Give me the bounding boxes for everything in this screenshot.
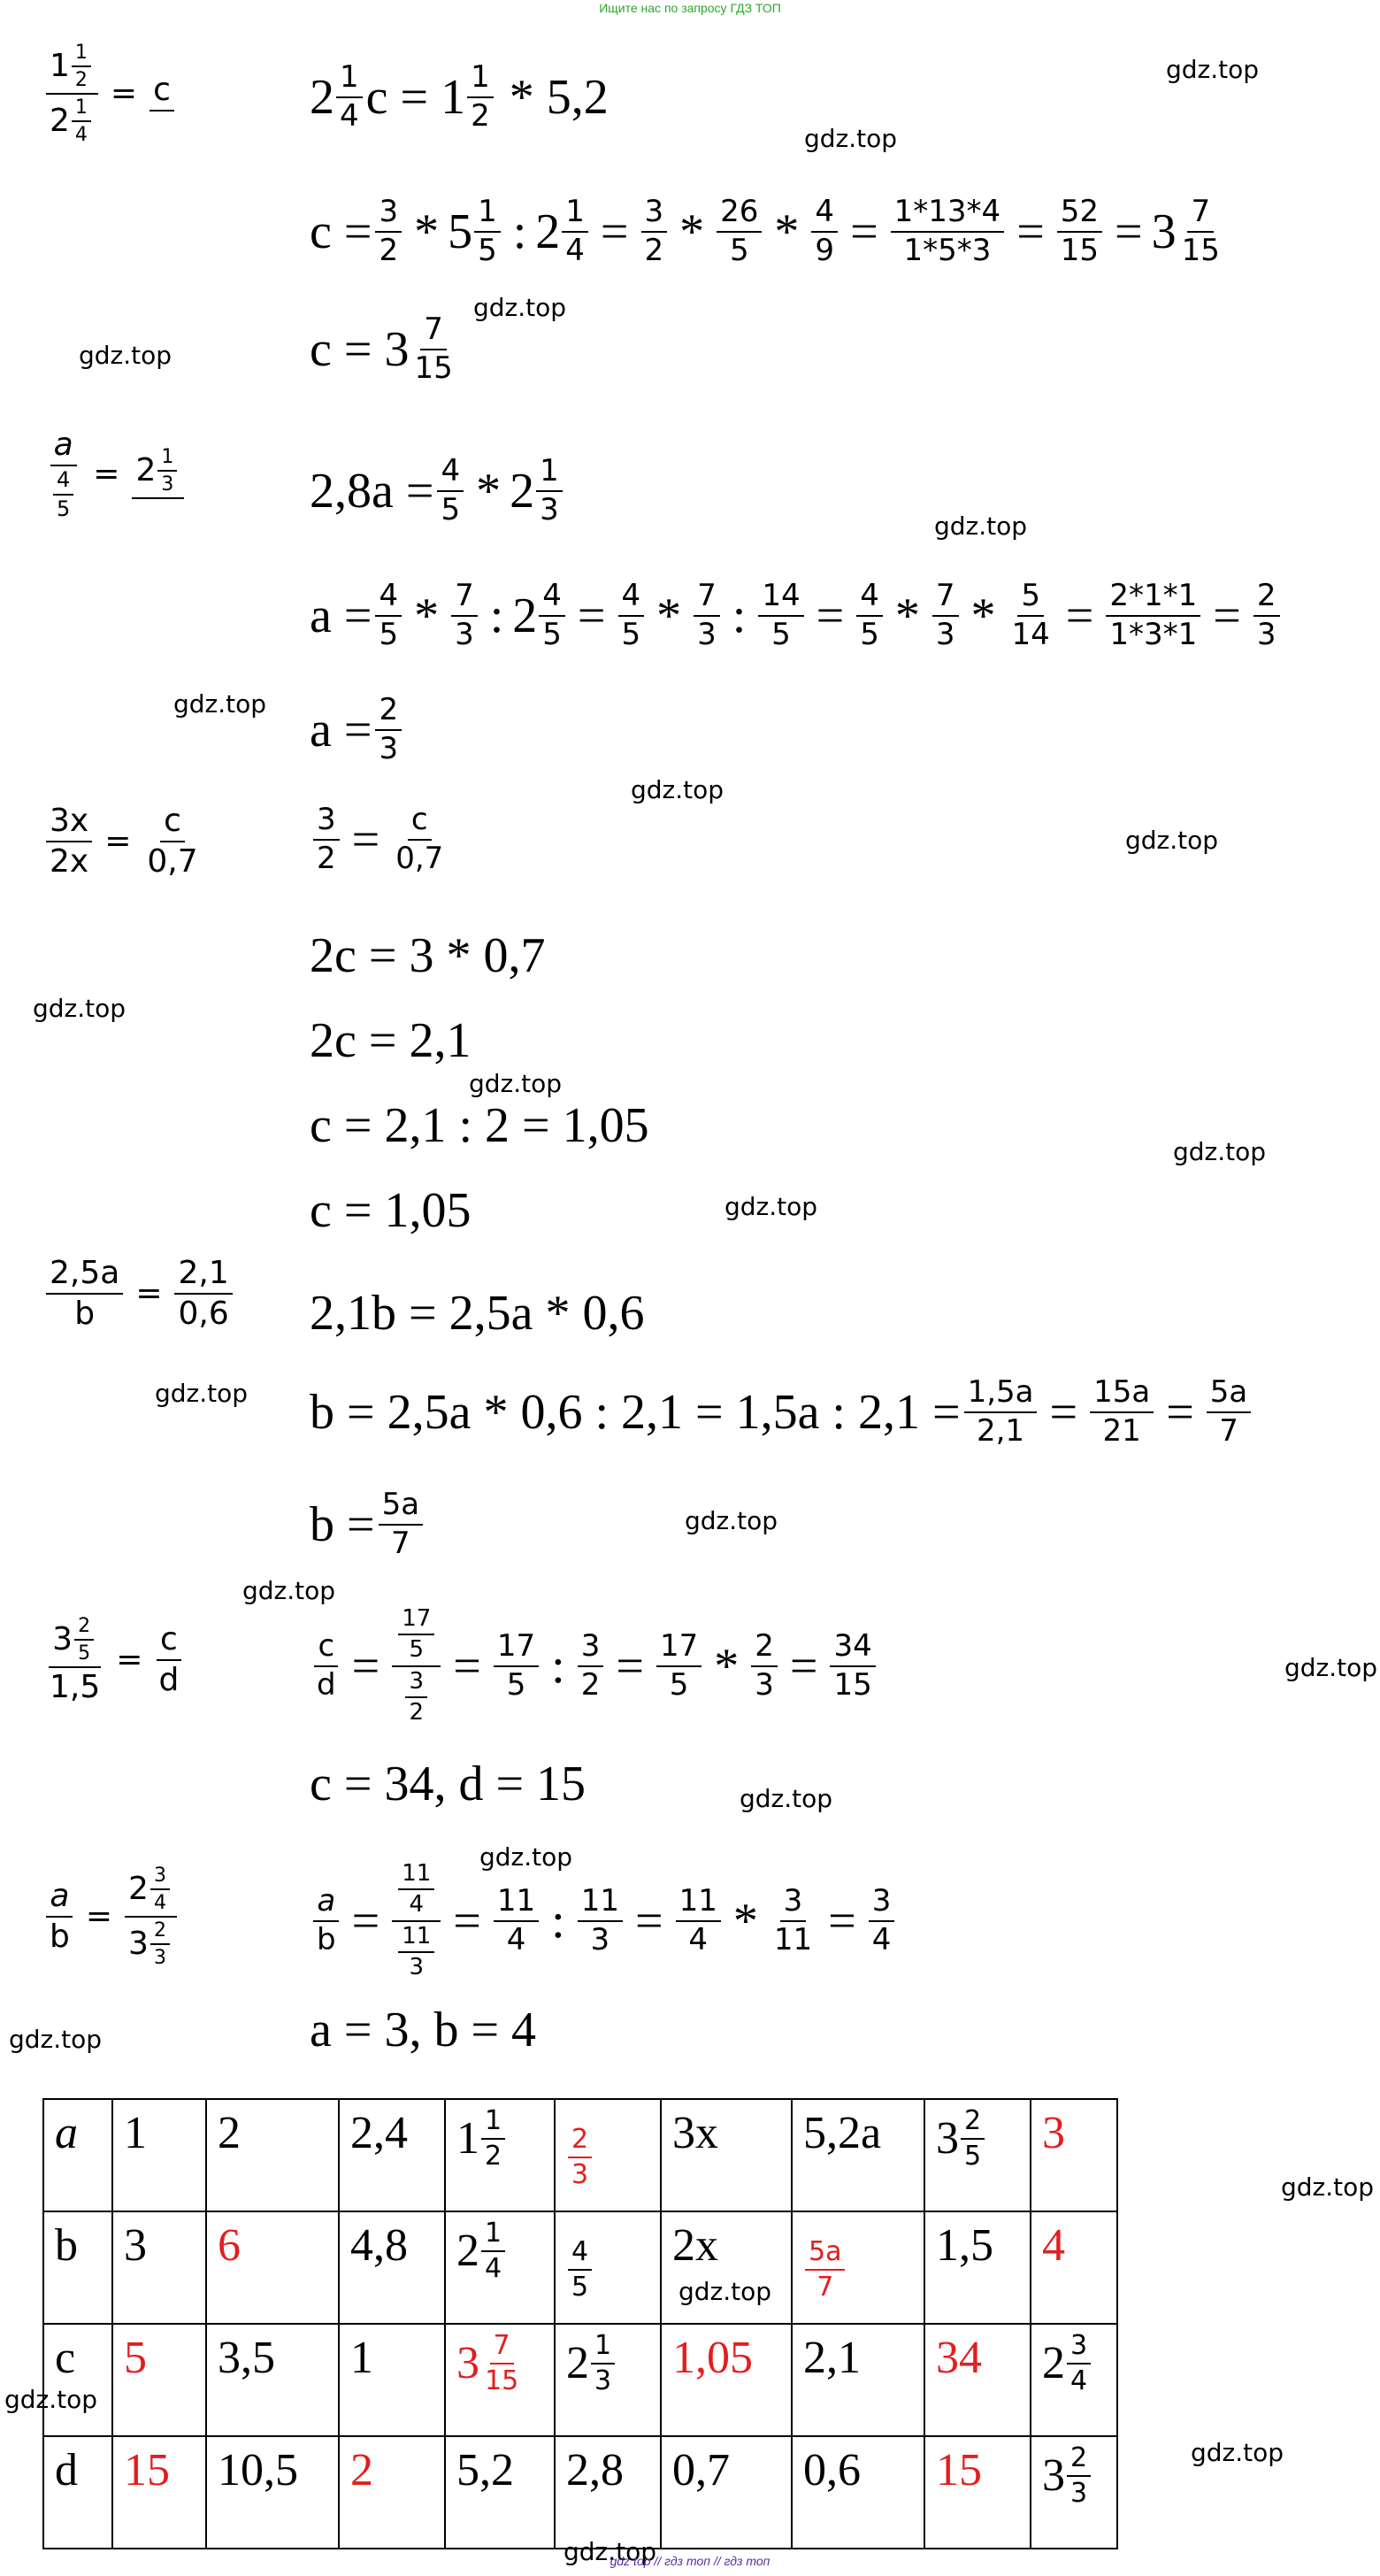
proportion-3: $\frac{3x}{2x}$ = $\frac{c}{0,7}$ [42, 804, 205, 879]
row-label: d [43, 2436, 112, 2549]
watermark: gdz.top [479, 1842, 573, 1872]
table-cell [339, 2436, 445, 2549]
cell-value: 2 1 4 [456, 2226, 509, 2276]
cell-value: 2,4 [350, 2108, 408, 2158]
table-cell [445, 2099, 555, 2211]
watermark: gdz.top [804, 124, 898, 153]
p2-line-3: a = $\frac{2}{3}$ [310, 695, 405, 765]
p4-line-1: 2,1b = 2,5a * 0,6 [310, 1286, 645, 1341]
watermark: gdz.top [934, 511, 1028, 541]
watermark: gdz.top [1191, 2438, 1284, 2467]
watermark: gdz.top [740, 1784, 833, 1813]
watermark: gdz.top [631, 775, 724, 804]
p3-line-3: 2c = 2,1 [310, 1013, 472, 1068]
watermark: gdz.top [79, 341, 172, 370]
p5-line-2: c = 34, d = 15 [310, 1757, 586, 1811]
cell-value: 5 [124, 2333, 147, 2383]
table-cell [206, 2436, 339, 2549]
cell-value: 2 3 [566, 2108, 595, 2158]
table-cell [445, 2211, 555, 2324]
table-cell [555, 2324, 661, 2436]
header-banner: Ищите нас по запросу ГДЗ ТОП [599, 1, 781, 15]
table-cell [1031, 2099, 1117, 2211]
watermark: gdz.top [1284, 1653, 1378, 1682]
p3-line-4: c = 2,1 : 2 = 1,05 [310, 1098, 649, 1153]
footer-banner: gdz top // гдз топ // гдз топ [610, 2554, 770, 2568]
table-cell [112, 2324, 206, 2436]
watermark: gdz.top [678, 2277, 772, 2306]
table-cell [924, 2099, 1031, 2211]
p1-line-2: c = $\frac{3}{2}$ * 5 1 5 : 2 1 4 = $\frac{3}{2}$ * 26 5 * $\frac{4}{9}$ = $\frac{1*13*4}{1*5*3}$ = $\frac{52}{15}$ = 3 7 15 [310, 194, 1220, 268]
cell-value: 3x [672, 2108, 718, 2158]
table-cell [792, 2324, 924, 2436]
p2-line-1: 2,8a = $\frac{4}{5}$ * 2 1 3 [310, 456, 566, 526]
row-label: a [43, 2099, 112, 2211]
table-row [43, 2436, 1117, 2549]
table-cell [112, 2211, 206, 2324]
cell-value: 34 [936, 2333, 982, 2383]
p6-line-2: a = 3, b = 4 [310, 2003, 537, 2057]
table-cell [206, 2324, 339, 2436]
table-cell [661, 2211, 792, 2324]
cell-value: 4 5 [566, 2220, 595, 2271]
table-cell [924, 2324, 1031, 2436]
table-cell [555, 2099, 661, 2211]
p1-line-1: 2 1 4 c = 1 1 2 * 5,2 [310, 59, 609, 134]
cell-value: 15 [936, 2445, 982, 2495]
watermark: gdz.top [1125, 826, 1219, 855]
table-cell [555, 2211, 661, 2324]
cell-value: 3 2 5 [936, 2113, 988, 2164]
watermark: gdz.top [33, 994, 126, 1023]
table-cell [555, 2436, 661, 2549]
watermark: gdz.top [469, 1069, 563, 1098]
table-row [43, 2324, 1117, 2436]
cell-value: 3 [1042, 2108, 1065, 2158]
watermark: gdz.top [4, 2385, 98, 2414]
p2-line-2: a = $\frac{4}{5}$ * 7 3 : 2 4 5 = $\frac{4}{5}$ * 7 3 : $\frac{14}{5}$ = $\frac{4}{5}$ * 7 3 * $\frac{5}{14}$ = $\frac{2*1*1}{1*3*1}$ = $\frac{2}{3}$ [310, 581, 1284, 650]
cell-value: 2 3 4 [1042, 2338, 1094, 2388]
table-cell [661, 2436, 792, 2549]
p5-line-1: $\frac{c}{d}$ = $\frac{\frac{17}{5}}{\frac{3}{2}}$ = $\frac{17}{5}$ : $\frac{3}{2}$ = $\frac{17}{5}$ * $\frac{2}{3}$ = $\frac{34}{15}$ [310, 1607, 879, 1725]
cell-value: 3 7 15 [456, 2330, 519, 2396]
cell-value: 3 [124, 2220, 147, 2271]
cell-value: 5a 7 [803, 2220, 848, 2271]
cell-value: 2,8 [566, 2445, 624, 2495]
table-cell [339, 2211, 445, 2324]
row-label: c [43, 2324, 112, 2436]
watermark: gdz.top [473, 293, 567, 322]
cell-value: 6 [218, 2220, 241, 2271]
values-table [42, 2098, 1118, 2549]
watermark: gdz.top [9, 2025, 103, 2054]
cell-value: 4 [1042, 2220, 1065, 2271]
watermark: gdz.top [685, 1506, 778, 1535]
table-cell [112, 2099, 206, 2211]
table-cell [1031, 2436, 1117, 2549]
proportion-4: $\frac{2,5a}{b}$ = $\frac{2,1}{0,6}$ [42, 1257, 236, 1331]
cell-value: 0,6 [803, 2445, 861, 2495]
cell-value: 1,5 [936, 2220, 993, 2271]
table-cell [1031, 2211, 1117, 2324]
p6-line-1: $\frac{a}{b}$ = $\frac{\frac{11}{4}}{\frac{11}{3}}$ = $\frac{11}{4}$ : $\frac{11}{3}$ = $\frac{11}{4}$ * $\frac{3}{11}$ = $\frac{3}{4}$ [310, 1862, 898, 1980]
table-cell [924, 2211, 1031, 2324]
row-label: b [43, 2211, 112, 2324]
cell-value: 1 1 2 [456, 2113, 509, 2164]
p3-line-2: 2c = 3 * 0,7 [310, 928, 546, 983]
p4-line-3: b = $\frac{5a}{7}$ [310, 1489, 426, 1559]
cell-value: 2x [672, 2220, 718, 2271]
cell-value: 3,5 [218, 2333, 275, 2383]
cell-value: 5,2 [456, 2445, 514, 2495]
watermark: gdz.top [173, 689, 267, 719]
p3-line-1: $\frac{3}{2}$ = $\frac{c}{0,7}$ [310, 804, 450, 874]
cell-value: 3 2 3 [1042, 2450, 1094, 2501]
cell-value: 1,05 [672, 2333, 753, 2383]
cell-value: 2 1 3 [566, 2338, 618, 2388]
cell-value: 1 [350, 2333, 373, 2383]
table-cell [445, 2324, 555, 2436]
cell-value: 15 [124, 2445, 170, 2495]
watermark: gdz.top [564, 2537, 657, 2566]
p4-line-2: b = 2,5a * 0,6 : 2,1 = 1,5a : 2,1 = $\frac{1,5a}{2,1}$ = $\frac{15a}{21}$ = $\frac{5a}{7}$ [310, 1377, 1254, 1447]
table-cell [339, 2099, 445, 2211]
table-cell [206, 2211, 339, 2324]
cell-value: 2 [218, 2108, 241, 2158]
cell-value: 5,2a [803, 2108, 882, 2158]
proportion-5: 3 2 5 1,5 = $\frac{c}{d}$ [42, 1616, 186, 1704]
table-row [43, 2211, 1117, 2324]
watermark: gdz.top [155, 1379, 249, 1408]
table-cell [792, 2436, 924, 2549]
watermark: gdz.top [724, 1192, 818, 1221]
p3-line-5: c = 1,05 [310, 1183, 472, 1238]
watermark: gdz.top [1166, 55, 1260, 84]
proportion-6: $\frac{a}{b}$ = 2 3 4 3 2 3 [42, 1865, 180, 1968]
table-cell [661, 2324, 792, 2436]
table-cell [339, 2324, 445, 2436]
proportion-2: $\frac{a}{\frac{4}{5}}$ = 2 1 3 [42, 428, 188, 520]
table-cell [924, 2436, 1031, 2549]
table-cell [792, 2099, 924, 2211]
proportion-1: 1 1 2 2 1 4 = c [42, 42, 178, 145]
cell-value: 1 [124, 2108, 147, 2158]
watermark: gdz.top [1281, 2172, 1375, 2202]
table-cell [661, 2099, 792, 2211]
cell-value: 4,8 [350, 2220, 408, 2271]
table-row [43, 2099, 1117, 2211]
cell-value: 2,1 [803, 2333, 861, 2383]
watermark: gdz.top [1173, 1137, 1267, 1166]
table-cell [206, 2099, 339, 2211]
cell-value: 10,5 [218, 2445, 298, 2495]
table-cell [112, 2436, 206, 2549]
p1-line-3: c = 3 7 15 [310, 311, 453, 386]
table-cell [1031, 2324, 1117, 2436]
table-cell [792, 2211, 924, 2324]
watermark: gdz.top [242, 1576, 336, 1605]
cell-value: 0,7 [672, 2445, 730, 2495]
cell-value: 2 [350, 2445, 373, 2495]
table-cell [445, 2436, 555, 2549]
